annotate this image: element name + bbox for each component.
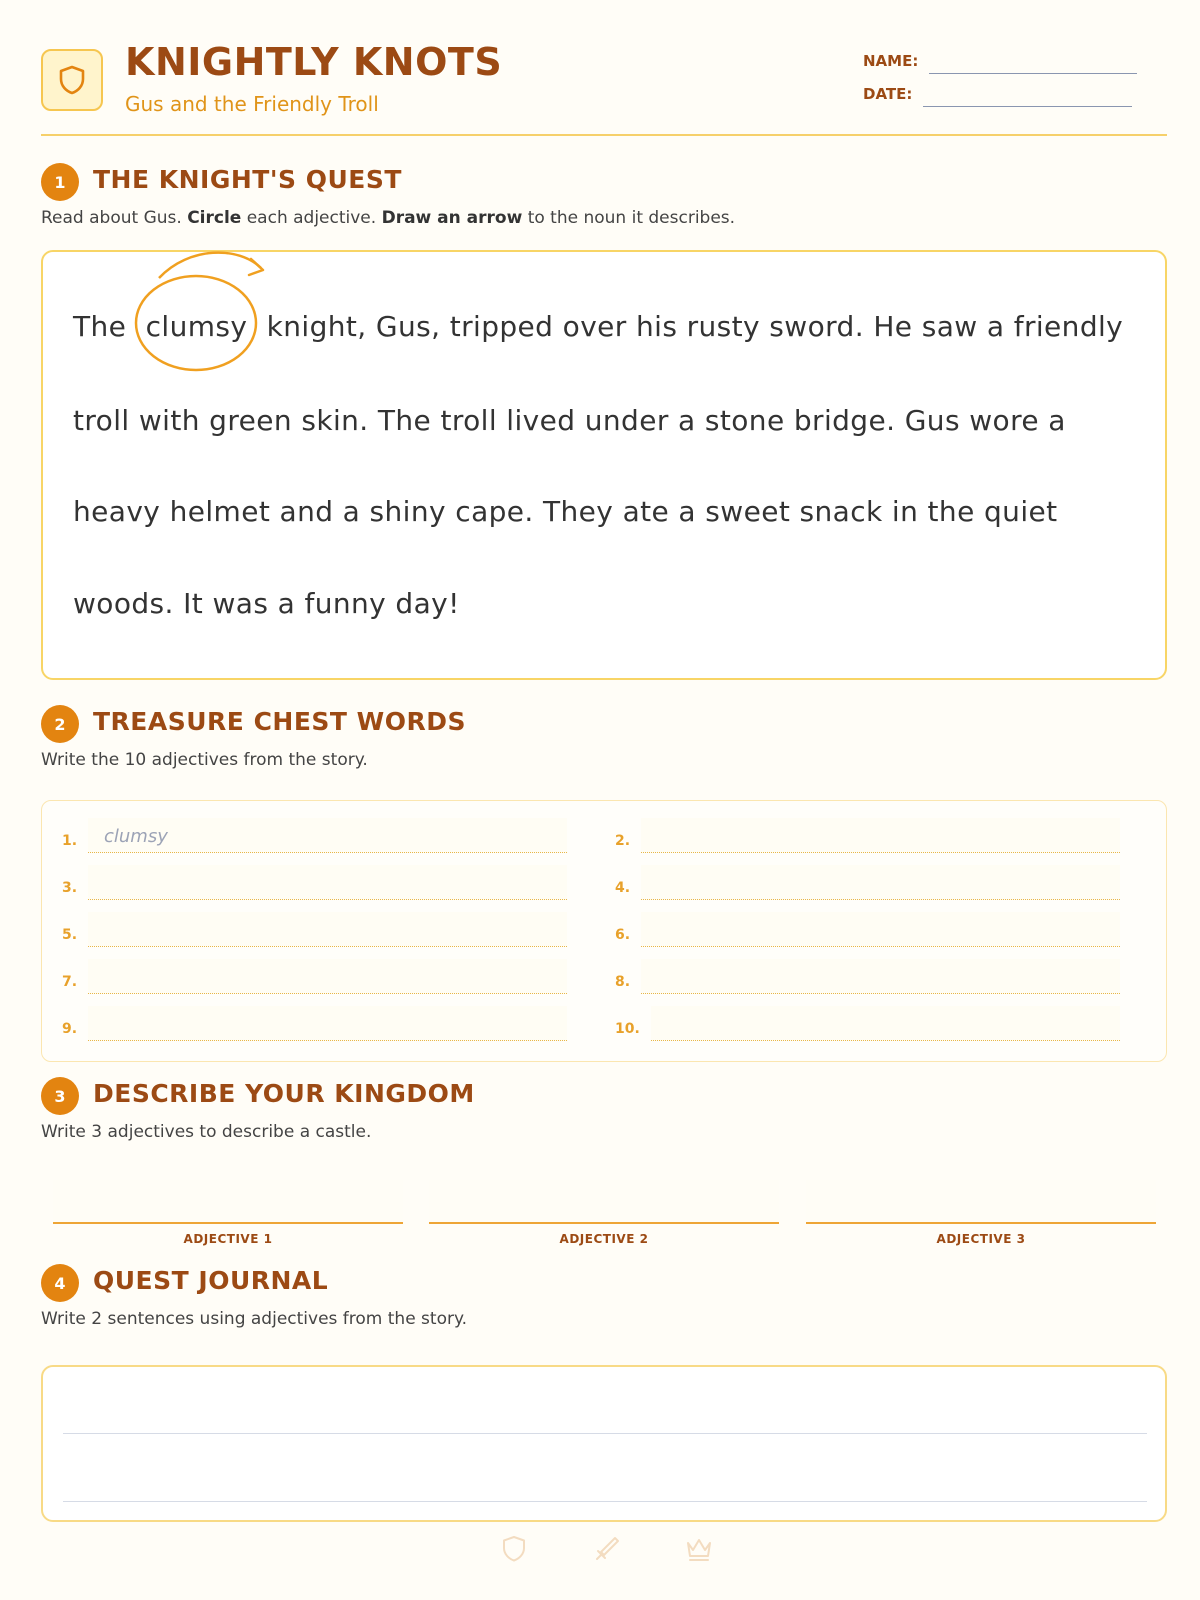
header-divider [41,134,1167,136]
story-box [41,250,1167,680]
journal-box[interactable] [41,1365,1167,1522]
section-number: 4 [41,1264,79,1302]
adjective-1-field[interactable] [53,1180,403,1224]
answer-line[interactable] [651,1006,1120,1041]
answer-line[interactable] [641,959,1120,994]
answer-line[interactable] [88,865,567,900]
answer-line[interactable] [88,959,567,994]
adjective-2-label: ADJECTIVE 2 [559,1232,649,1246]
sword-icon [593,1535,621,1563]
sample-answer: clumsy [104,826,168,847]
adjective-3-label: ADJECTIVE 3 [936,1232,1026,1246]
story-line: The clumsy knight, Gus, tripped over his rusty sword. He saw a friendly [73,310,1124,343]
adjective-slot[interactable]: 3. [62,864,567,900]
date-field[interactable] [923,106,1132,107]
adjective-slot[interactable]: 9. [62,1005,567,1041]
adjective-slot[interactable]: 7. [62,958,567,994]
adjective-slot[interactable]: 8. [615,958,1120,994]
section-instruction: Write 3 adjectives to describe a castle. [41,1122,372,1142]
page-subtitle: Gus and the Friendly Troll [125,92,379,116]
adjective-2-field[interactable] [429,1180,779,1224]
adjective-3-field[interactable] [806,1180,1156,1224]
answer-line[interactable] [88,1006,567,1041]
adjective-slot[interactable]: 10. [615,1005,1120,1041]
answer-line[interactable] [88,912,567,947]
writing-line[interactable] [63,1433,1147,1434]
story-line: woods. It was a funny day! [73,587,460,620]
section-title: QUEST JOURNAL [93,1266,329,1295]
adjective-slot[interactable]: 2. [615,817,1120,853]
name-field[interactable] [929,73,1137,74]
worksheet-page [41,0,1167,1600]
logo [41,49,103,111]
story-line: troll with green skin. The troll lived under a stone bridge. Gus wore a [73,404,1066,437]
adjective-1-label: ADJECTIVE 1 [183,1232,273,1246]
story-line: heavy helmet and a shiny cape. They ate a sweet snack in the quiet [73,495,1058,528]
adjective-slot[interactable]: 4. [615,864,1120,900]
answer-line[interactable] [641,818,1120,853]
adjective-slot[interactable]: 6. [615,911,1120,947]
section-instruction: Read about Gus. Circle each adjective. Draw an arrow to the noun it describes. [41,208,736,228]
circled-word[interactable]: clumsy [145,310,248,343]
section-number: 3 [41,1077,79,1115]
section-instruction: Write the 10 adjectives from the story. [41,750,368,770]
adjective-slot[interactable]: 5. [62,911,567,947]
page-title: KNIGHTLY KNOTS [125,40,503,84]
section-instruction: Write 2 sentences using adjectives from the story. [41,1309,468,1329]
section-title: TREASURE CHEST WORDS [93,707,467,736]
shield-icon [56,64,88,96]
section-number: 1 [41,163,79,201]
crown-icon [684,1535,714,1563]
adjective-slot[interactable]: 1. clumsy [62,817,567,853]
answer-line[interactable] [641,865,1120,900]
treasure-box [41,800,1167,1062]
section-title: THE KNIGHT'S QUEST [93,165,402,194]
writing-line[interactable] [63,1501,1147,1502]
answer-line[interactable] [641,912,1120,947]
section-title: DESCRIBE YOUR KINGDOM [93,1079,475,1108]
date-label: DATE: [863,85,913,103]
shield-icon [501,1535,527,1563]
name-label: NAME: [863,52,919,70]
section-number: 2 [41,705,79,743]
